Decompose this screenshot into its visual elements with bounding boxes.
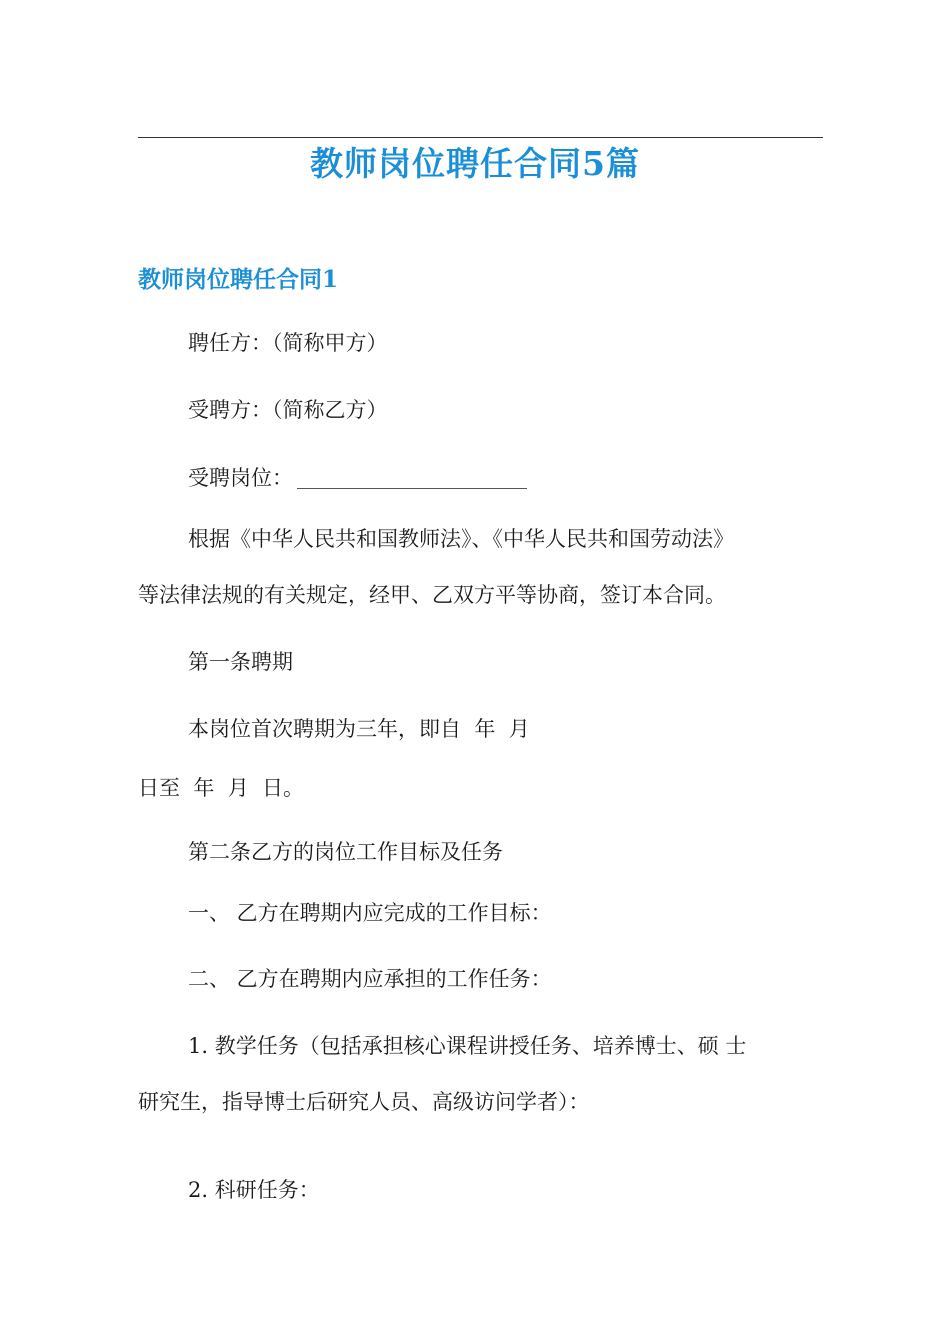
term-line-1: 本岗位首次聘期为三年，即自 年 月 — [188, 717, 530, 741]
employee-line: 受聘方：（简称乙方） — [188, 398, 388, 422]
tasks-line: 二、 乙方在聘期内应承担的工作任务： — [188, 967, 552, 991]
teaching-line-1: 1. 教学任务（包括承担核心课程讲授任务、培养博士、硕 士 — [188, 1034, 747, 1058]
teaching-line-2: 研究生，指导博士后研究人员、高级访问学者）： — [138, 1090, 590, 1114]
section-heading: 教师岗位聘任合同1 — [138, 266, 339, 293]
goals-line: 一、 乙方在聘期内应完成的工作目标： — [188, 901, 552, 925]
term-paragraph — [138, 700, 828, 818]
term-line-2: 日至 年 月 日。 — [138, 776, 305, 800]
document-title: 教师岗位聘任合同5篇 — [310, 144, 640, 183]
research-line: 2. 科研任务： — [188, 1178, 320, 1202]
basis-line-2: 等法律法规的有关规定，经甲、乙双方平等协商，签订本合同。 — [138, 583, 726, 607]
article-1-title: 第一条聘期 — [188, 650, 293, 674]
teaching-paragraph — [138, 1018, 828, 1130]
position-line — [138, 450, 828, 506]
top-divider — [138, 137, 823, 138]
article-2-title: 第二条乙方的岗位工作目标及任务 — [188, 840, 503, 864]
basis-paragraph — [138, 511, 828, 623]
position-blank — [297, 466, 527, 489]
employer-line: 聘任方：（简称甲方） — [188, 331, 388, 355]
basis-line-1: 根据《中华人民共和国教师法》、《中华人民共和国劳动法》 — [188, 527, 734, 551]
position-label: 受聘岗位： — [188, 466, 293, 490]
